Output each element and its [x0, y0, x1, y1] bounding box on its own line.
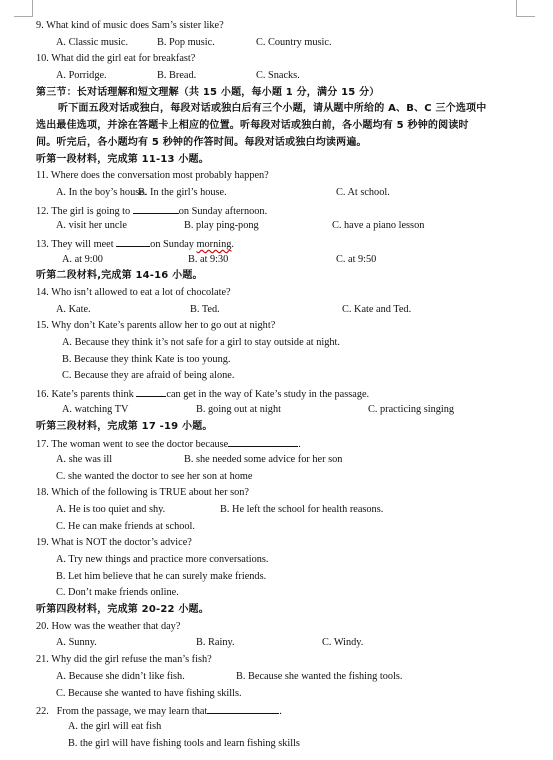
option-b: B. Bread. [157, 70, 197, 82]
material-1-heading: 听第一段材料，完成第 11-13 小题。 [36, 153, 209, 165]
question-14-stem: 14. Who isn’t allowed to eat a lot of chocolate? [36, 287, 231, 299]
option-a: A. watching TV [62, 403, 129, 415]
option-c: C. Windy. [322, 637, 364, 649]
option-a: A. at 9:00 [62, 253, 103, 265]
question-20-stem: 20. How was the weather that day? [36, 620, 181, 632]
stem-text: 12. The girl is going to [36, 205, 131, 217]
stem-text: . [298, 439, 301, 451]
option-b: B. He left the school for health reasons. [220, 503, 384, 515]
option-b: B. the girl will have fishing tools and learn fishing skills [68, 737, 300, 749]
option-a: A. she was ill [56, 453, 113, 465]
option-b: B. she needed some advice for her son [184, 453, 343, 465]
option-c: C. At school. [336, 186, 390, 198]
option-c: C. have a piano lesson [332, 220, 425, 232]
option-a: A. Try new things and practice more conversations. [56, 554, 269, 566]
option-c: C. Kate and Ted. [342, 303, 412, 315]
option-a: A. Because she didn’t like fish. [56, 670, 185, 682]
question-19-stem: 19. What is NOT the doctor’s advice? [36, 537, 192, 549]
question-16-stem [36, 385, 488, 402]
material-2-heading: 听第二段材料,完成第 14-16 小题。 [36, 270, 203, 282]
question-18-stem: 18. Which of the following is TRUE about her son? [36, 487, 249, 499]
stem-text: . [231, 238, 234, 250]
option-a: A. Kate. [56, 303, 91, 315]
option-c: C. Because they are afraid of being alone. [62, 370, 235, 382]
question-11-options [36, 185, 488, 202]
option-a: A. visit her uncle [56, 220, 127, 232]
option-c: C. Because she wanted to have fishing skills. [56, 687, 242, 699]
question-17-options [36, 452, 488, 469]
answer-blank [116, 235, 150, 247]
question-14-options [36, 302, 488, 319]
answer-blank [133, 202, 179, 214]
option-b: B. Let him believe that he can surely make friends. [56, 570, 267, 582]
option-c: C. Don’t make friends online. [56, 587, 179, 599]
question-13-options [36, 252, 488, 269]
option-a: A. Sunny. [56, 637, 97, 649]
option-a: A. Classic music. [56, 36, 129, 48]
option-a: A. He is too quiet and shy. [56, 503, 166, 515]
option-a: A. In the boy’s house. [56, 186, 147, 198]
option-c: C. she wanted the doctor to see her son at home [56, 470, 253, 482]
question-9-options [36, 35, 488, 52]
section-3-title: 第三节：长对话理解和短文理解（共 15 小题，每小题 1 分，满分 15 分） [36, 86, 380, 98]
question-18-options [36, 502, 488, 519]
stem-text-underlined: morning [196, 238, 232, 250]
question-13-stem [36, 235, 488, 252]
stem-text: 22. From the passage, we may learn that [36, 706, 208, 718]
stem-text: on Sunday afternoon. [178, 205, 268, 217]
option-b: B. Rainy. [196, 637, 235, 649]
option-b: B. going out at night [196, 403, 281, 415]
question-12-stem [36, 202, 488, 219]
option-c: C. He can make friends at school. [56, 520, 195, 532]
stem-text: 13. They will meet [36, 238, 114, 250]
option-a: A. Because they think it’s not safe for a girl to stay outside at night. [62, 337, 340, 349]
question-12-options [36, 218, 488, 235]
question-21-options [36, 669, 488, 686]
question-21-stem: 21. Why did the girl refuse the man’s fish? [36, 654, 212, 666]
answer-blank [136, 385, 166, 397]
option-a: A. Porridge. [56, 70, 107, 82]
exam-page [36, 18, 488, 752]
stem-text: . [279, 706, 282, 718]
option-b: B. Because she wanted the fishing tools. [236, 670, 403, 682]
question-11-stem: 11. Where does the conversation most probably happen? [36, 170, 269, 182]
question-10-stem: 10. What did the girl eat for breakfast? [36, 53, 196, 65]
question-16-options [36, 402, 488, 419]
option-c: C. Country music. [256, 36, 332, 48]
stem-text: 17. The woman went to see the doctor because [36, 439, 229, 451]
material-4-heading: 听第四段材料，完成第 20-22 小题。 [36, 604, 209, 616]
option-b: B. at 9:30 [188, 253, 229, 265]
question-9-stem: 9. What kind of music does Sam’s sister like? [36, 20, 224, 31]
answer-blank [207, 702, 279, 714]
material-3-heading: 听第三段材料，完成第 17 -19 小题。 [36, 420, 213, 432]
page-corner-mark-left [14, 0, 33, 17]
stem-text: on Sunday [150, 238, 197, 250]
option-b: B. play ping-pong [184, 220, 259, 232]
option-c: C. Snacks. [256, 70, 300, 82]
option-c: C. at 9:50 [336, 253, 377, 265]
question-10-options [36, 68, 488, 85]
question-15-stem: 15. Why don’t Kate’s parents allow her to go out at night? [36, 320, 276, 332]
question-20-options [36, 635, 488, 652]
section-3-instructions: 听下面五段对话或独白，每段对话或独白后有三个小题，请从题中所给的 A、B、C 三个选项中选出最佳选项，并涂在答题卡上相应的位置。听每段对话或独白前，各小题均有 5 秒钟的阅读时间。听完后，各小题均有 5 秒钟的作答时间。每段对话或独白均读两遍。 [36, 103, 487, 148]
question-22-stem [36, 702, 488, 719]
stem-text: 16. Kate’s parents think [36, 389, 134, 401]
option-b: B. Because they think Kate is too young. [62, 353, 231, 365]
page-corner-mark-right [516, 0, 535, 17]
option-c: C. practicing singing [368, 403, 455, 415]
question-17-stem [36, 435, 488, 452]
option-a: A. the girl will eat fish [68, 720, 162, 732]
stem-text: can get in the way of Kate’s study in the passage. [166, 389, 370, 401]
option-b: B. In the girl’s house. [138, 186, 227, 198]
option-b: B. Ted. [190, 303, 220, 315]
option-b: B. Pop music. [157, 36, 215, 48]
answer-blank [228, 435, 298, 447]
